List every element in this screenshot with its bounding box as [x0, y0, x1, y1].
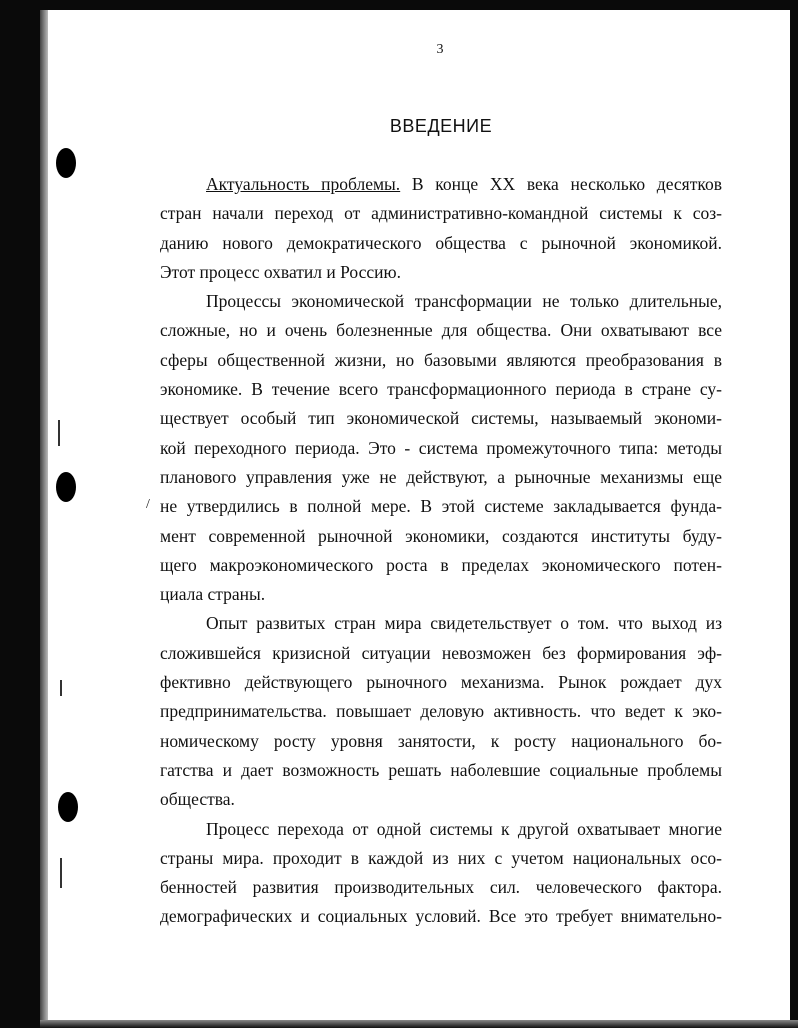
paragraph-1-line: Этот процесс охватил и Россию. — [160, 261, 401, 282]
paragraph-3-line: номическому росту уровня занятости, к росту национального бо- — [160, 730, 722, 751]
scan-left-shadow — [40, 0, 48, 1028]
paragraph-2-line: сферы общественной жизни, но базовыми являются преобразования в — [160, 349, 722, 370]
paragraph-4-line: демографических и социальных условий. Все это требует внимательно- — [160, 906, 722, 927]
page-number: 3 — [436, 42, 444, 57]
paragraph-2-line: щего макроэкономического роста в пределах экономического потен- — [160, 554, 722, 575]
binder-hole-2 — [56, 472, 76, 502]
paragraph-2-line: Процессы экономической трансформации не только длительные, — [206, 291, 722, 312]
paragraph-2-line: планового управления уже не действуют, а рыночные механизмы еще — [160, 466, 722, 487]
paragraph-2-line: кой переходного периода. Это - система промежуточного типа: методы — [160, 437, 722, 458]
paragraph-3-line: сложившейся кризисной ситуации невозможен без формирования эф- — [160, 642, 722, 663]
scan-mark — [58, 420, 60, 446]
paragraph-3-line: предпринимательства. повышает деловую активность. что ведет к эко- — [160, 701, 722, 722]
paragraph-2-line: циала страны. — [160, 584, 266, 605]
scan-bottom-border — [40, 1020, 798, 1028]
paragraph-1-line: стран начали переход от административно-командной системы к соз- — [160, 203, 722, 224]
paragraph-3-line: Опыт развитых стран мира свидетельствует о том. что выход из — [206, 613, 722, 634]
binder-hole-3 — [58, 792, 78, 822]
page-title: ВВЕДЕНИЕ — [389, 116, 493, 136]
paragraph-1-line: данию нового демократического общества с рыночной экономикой. — [160, 232, 722, 253]
scan-mark — [60, 858, 62, 888]
paragraph-3-line: гатства и дает возможность решать наболевшие социальные проблемы — [160, 759, 722, 780]
scan-right-border — [790, 0, 798, 1028]
paragraph-3-line: фективно действующего рыночного механизма. Рынок рождает дух — [160, 672, 722, 693]
section-heading-underlined: Актуальность проблемы. — [206, 174, 401, 194]
paragraph-2-line: экономике. В течение всего трансформационного периода в стране су- — [160, 379, 722, 400]
margin-pencil-mark: / — [146, 497, 150, 512]
paragraph-2-line: мент современной рыночной экономики, создаются институты буду- — [160, 525, 722, 546]
paragraph-4-line: страны мира. проходит в каждой из них с учетом национальных осо- — [160, 847, 722, 868]
scan-mark — [60, 680, 62, 696]
scan-top-border — [40, 0, 798, 10]
paragraph-3-line: общества. — [160, 789, 235, 810]
paragraph-4-line: Процесс перехода от одной системы к другой охватывает многие — [206, 818, 722, 839]
binder-hole-1 — [56, 148, 76, 178]
scan-left-border — [0, 0, 40, 1028]
document-body — [160, 170, 722, 932]
paragraph-2-line: не утвердились в полной мере. В этой системе закладывается фунда- — [160, 496, 722, 517]
paragraph-1-line: Актуальность проблемы. В конце XX века несколько десятков — [206, 174, 722, 194]
paragraph-2-line: ществует особый тип экономической системы, называемый экономи- — [160, 408, 722, 429]
paragraph-4-line: бенностей развития производительных сил. человеческого фактора. — [160, 877, 722, 898]
paragraph-2-line: сложные, но и очень болезненные для общества. Они охватывают все — [160, 320, 722, 341]
